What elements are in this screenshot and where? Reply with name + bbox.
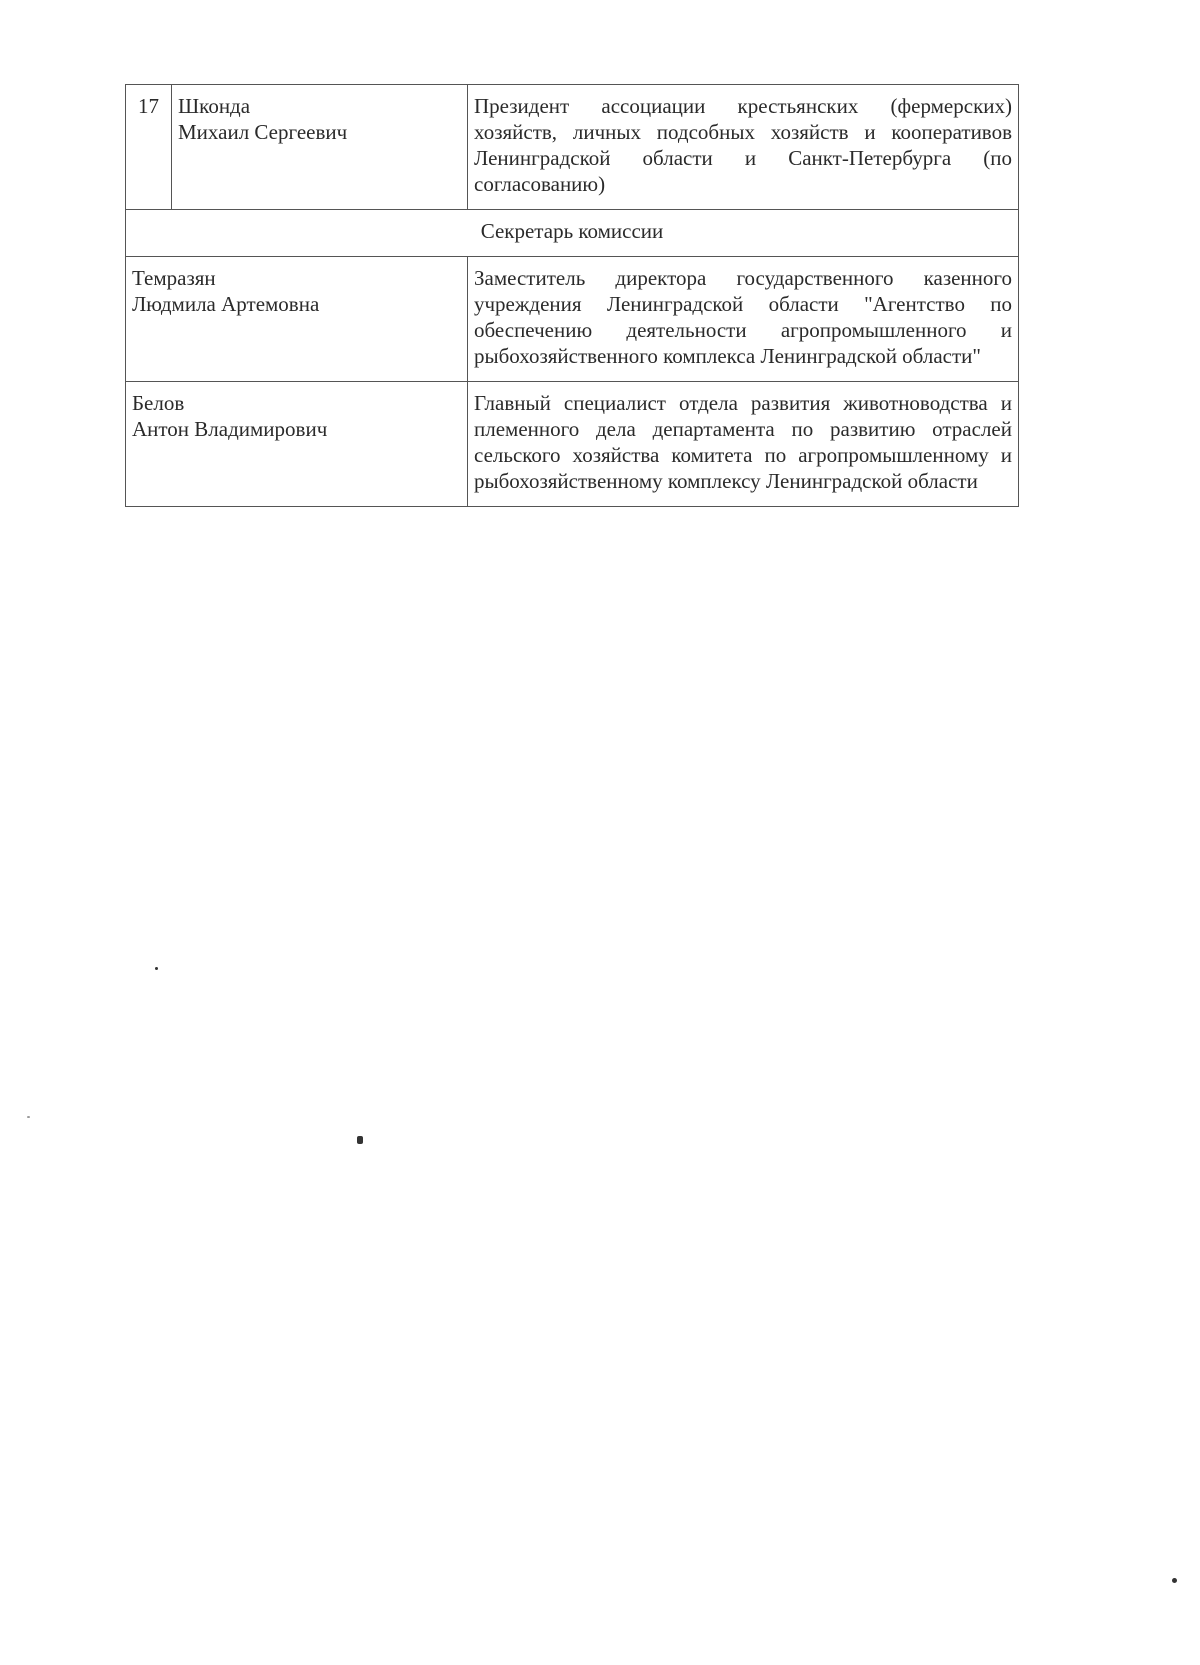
- member-position: Президент ассоциации крестьянских (фермерских) хозяйств, личных подсобных хозяйств и кооперативов Ленинградской области и Санкт-Петербурга (по согласованию): [468, 85, 1019, 210]
- secretary-surname: Белов: [132, 391, 185, 415]
- scan-speck: [1172, 1578, 1177, 1583]
- secretary-given-names: Антон Владимирович: [132, 417, 328, 441]
- member-row: [126, 85, 1019, 210]
- scan-speck: [155, 967, 158, 970]
- scan-speck: [357, 1136, 363, 1144]
- secretary-given-names: Людмила Артемовна: [132, 292, 320, 316]
- secretary-position: Главный специалист отдела развития животноводства и племенного дела департамента по развитию отраслей сельского хозяйства комитета по агропромышленному и рыбохозяйственному комплексу Ленинградской области: [468, 382, 1019, 507]
- scan-speck: [27, 1116, 30, 1118]
- secretary-surname: Темразян: [132, 266, 216, 290]
- secretary-heading: Секретарь комиссии: [126, 210, 1019, 257]
- secretary-name-cell: [126, 382, 468, 507]
- row-number: 17: [126, 85, 172, 210]
- section-heading-row: [126, 210, 1019, 257]
- secretary-row: [126, 257, 1019, 382]
- secretary-row: [126, 382, 1019, 507]
- secretary-name-cell: [126, 257, 468, 382]
- member-surname: Шконда: [178, 94, 251, 118]
- member-given-names: Михаил Сергеевич: [178, 120, 348, 144]
- secretary-position: Заместитель директора государственного казенного учреждения Ленинградской области "Агентство по обеспечению деятельности агропромышленного и рыбохозяйственного комплекса Ленинградской области": [468, 257, 1019, 382]
- member-name-cell: [172, 85, 468, 210]
- commission-members-table: [125, 84, 1019, 507]
